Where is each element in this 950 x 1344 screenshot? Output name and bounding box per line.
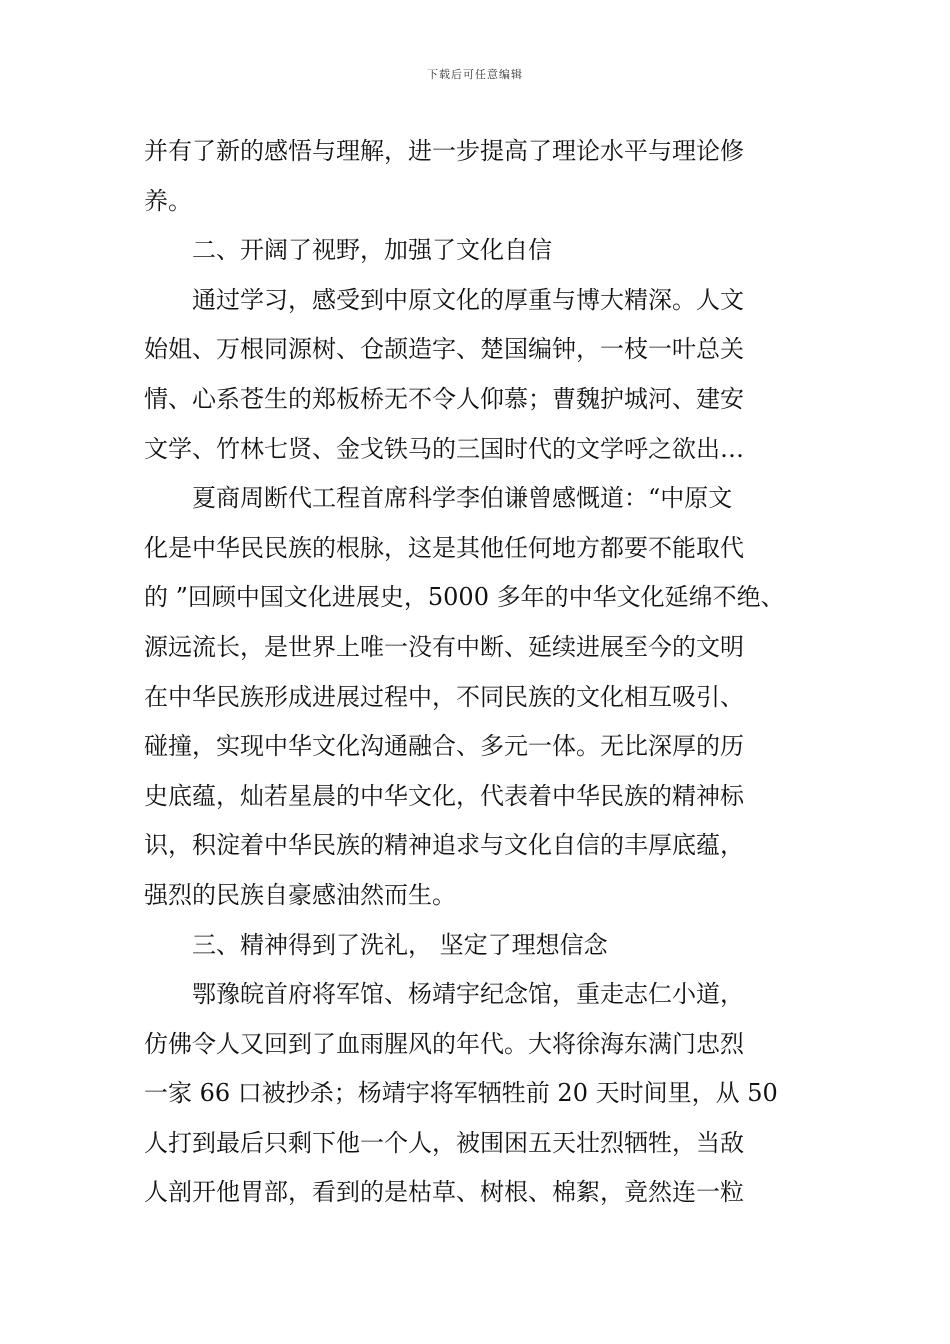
text-line: 强烈的民族自豪感油然而生。 <box>144 880 456 909</box>
text-line: 人剖开他胃部，看到的是枯草、树根、棉絮，竟然连一粒 <box>144 1178 744 1207</box>
text-line: 仿佛令人又回到了血雨腥风的年代。大将徐海东满门忠烈 <box>144 1029 744 1058</box>
text-line: 夏商周断代工程首席科学李伯谦曾感慨道：“中原文 <box>192 484 733 513</box>
text-line: 史底蕴，灿若星晨的中华文化，代表着中华民族的精神标 <box>144 781 744 810</box>
text-line: 一家 66 口被抄杀；杨靖宇将军牺牲前 20 天时间里，从 50 <box>144 1079 778 1108</box>
text-line: 的 ”回顾中国文化进展史，5000 多年的中华文化延绵不绝、 <box>144 583 785 612</box>
document-body <box>144 127 814 1218</box>
text-line: 始姐、万根同源树、仓颉造字、楚国编钟，一枝一叶总关 <box>144 335 744 364</box>
text-line: 二、开阔了视野，加强了文化自信 <box>192 236 552 265</box>
text-line: 情、心系苍生的郑板桥无不令人仰慕；曹魏护城河、建安 <box>144 384 744 413</box>
text-line: 在中华民族形成进展过程中，不同民族的文化相互吸引、 <box>144 682 744 711</box>
text-line: 并有了新的感悟与理解，进一步提高了理论水平与理论修 <box>144 137 744 165</box>
text-line: 碰撞，实现中华文化沟通融合、多元一体。无比深厚的历 <box>144 732 744 761</box>
page-header-note: 下载后可任意编辑 <box>427 68 523 81</box>
text-line: 鄂豫皖首府将军馆、杨靖宇纪念馆，重走志仁小道， <box>192 980 744 1009</box>
text-line: 人打到最后只剩下他一个人，被围困五天壮烈牺牲，当敌 <box>144 1128 744 1157</box>
text-line: 三、精神得到了洗礼， 坚定了理想信念 <box>192 930 608 959</box>
text-line: 文学、竹林七贤、金戈铁马的三国时代的文学呼之欲出… <box>144 434 744 463</box>
text-line: 源远流长，是世界上唯一没有中断、延续进展至今的文明 <box>144 632 744 661</box>
text-line: 识，积淀着中华民族的精神追求与文化自信的丰厚底蕴， <box>144 831 744 860</box>
text-line: 养。 <box>144 186 192 215</box>
text-line: 通过学习，感受到中原文化的厚重与博大精深。人文 <box>192 285 744 314</box>
text-line: 化是中华民民族的根脉，这是其他任何地方都要不能取代 <box>144 533 744 562</box>
